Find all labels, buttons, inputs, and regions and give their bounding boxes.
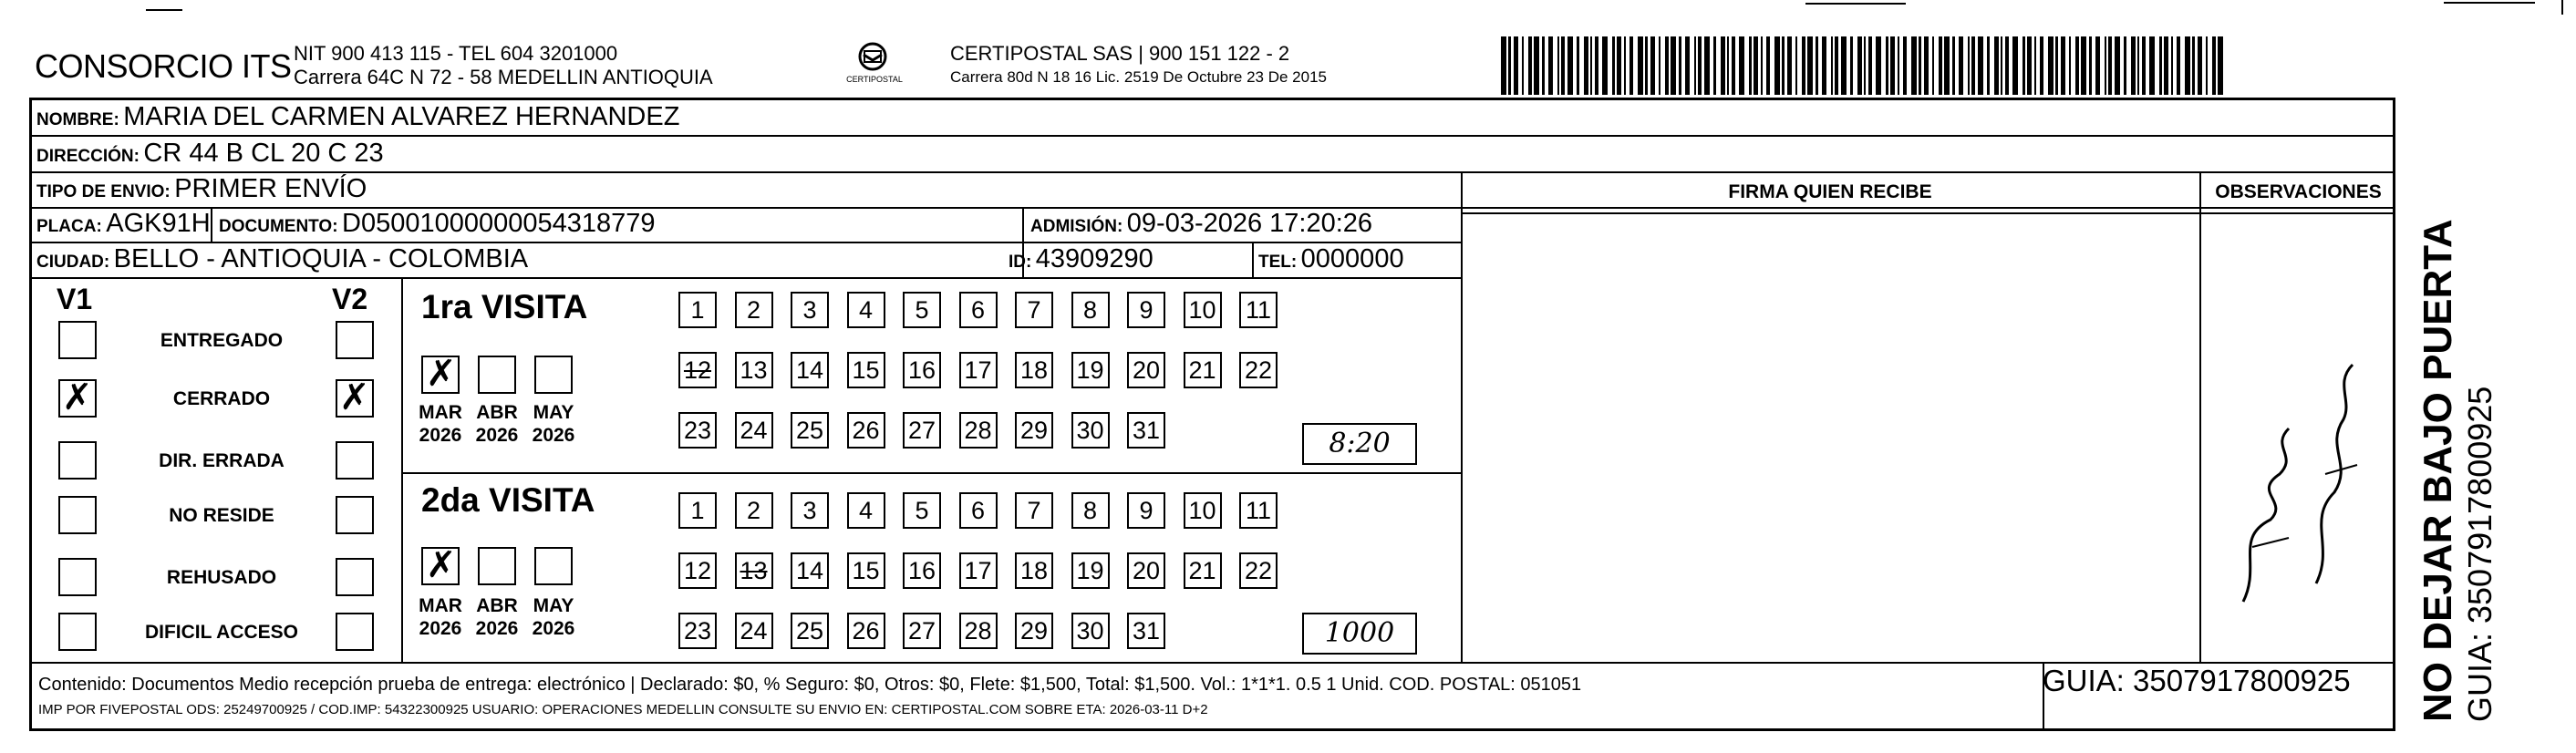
ciudad-label: CIUDAD:	[36, 253, 110, 272]
day-box[interactable]: 27	[903, 412, 941, 449]
day-box[interactable]: 7	[1015, 292, 1053, 328]
observaciones-header: OBSERVACIONES	[2215, 181, 2382, 202]
checkmark-icon: ✗	[62, 376, 93, 418]
barcode-bar	[1816, 36, 1818, 95]
placa-field	[36, 209, 211, 239]
second-visit-mar-checkbox[interactable]	[421, 544, 460, 586]
day-box[interactable]: 31	[1127, 412, 1165, 449]
barcode-bar	[2149, 36, 2155, 95]
barcode-bar	[1577, 36, 1579, 95]
barcode-bar	[1679, 36, 1681, 95]
barcode-bar	[1919, 36, 1921, 95]
day-box[interactable]: 16	[903, 552, 941, 589]
day-box[interactable]: 25	[791, 412, 829, 449]
barcode-bar	[1612, 36, 1615, 95]
day-box[interactable]: 2	[735, 292, 773, 328]
nombre-label: NOMBRE:	[36, 110, 119, 129]
direccion-label: DIRECCIÓN:	[36, 147, 140, 166]
top-edge-marks	[1805, 0, 2576, 15]
barcode-bar	[1557, 36, 1559, 95]
day-box[interactable]: 4	[847, 292, 885, 328]
second-visit-time: 1000	[1302, 613, 1417, 655]
day-box[interactable]: 19	[1071, 352, 1110, 388]
day-box[interactable]: 20	[1127, 552, 1165, 589]
day-box[interactable]: 6	[959, 292, 998, 328]
checkmark-icon: ✗	[426, 353, 457, 395]
id-field	[1009, 244, 1154, 274]
day-box[interactable]: 17	[959, 552, 998, 589]
nombre-value: MARIA DEL CARMEN ALVAREZ HERNANDEZ	[123, 102, 680, 131]
barcode-bar	[2218, 36, 2223, 95]
barcode-bar	[1782, 36, 1785, 95]
barcode-bar	[1584, 36, 1588, 95]
barcode-bar	[1514, 36, 1518, 95]
barcode-bar	[1924, 36, 1929, 95]
barcode-bar	[1522, 36, 1524, 95]
day-box[interactable]: 2	[735, 492, 773, 529]
checkmark-icon: ✗	[339, 376, 370, 418]
barcode-bar	[1501, 36, 1506, 95]
day-box[interactable]: 30	[1071, 412, 1110, 449]
documento-value: D05001000000054318779	[342, 209, 656, 238]
company-name: CONSORCIO ITS	[35, 47, 292, 85]
barcode-bar	[1890, 36, 1895, 95]
barcode-bar	[1508, 36, 1511, 95]
barcode-bar	[1850, 36, 1853, 95]
barcode-bar	[1534, 36, 1539, 95]
sidebar-guia: GUIA: 3507917800925	[2461, 386, 2498, 722]
barcode-bar	[1704, 36, 1710, 95]
barcode-bar	[2005, 36, 2009, 95]
day-box[interactable]: 16	[903, 352, 941, 388]
month-mar: MAR 2026	[419, 402, 462, 446]
v1-dir-errada-checkbox[interactable]	[58, 441, 97, 480]
first-visit-may-checkbox[interactable]	[534, 356, 573, 394]
barcode-bar	[1567, 36, 1573, 95]
day-box[interactable]: 10	[1184, 492, 1222, 529]
day-box[interactable]: 19	[1071, 552, 1110, 589]
barcode-bar	[2034, 36, 2036, 95]
col-divider	[1252, 242, 1254, 277]
barcode-bar	[1542, 36, 1545, 95]
day-box[interactable]: 9	[1127, 292, 1165, 328]
second-visit-abr-checkbox[interactable]	[478, 547, 516, 585]
barcode-bar	[2061, 36, 2065, 95]
first-visit-title: 1ra VISITA	[421, 288, 588, 325]
certipostal-info	[950, 42, 1327, 89]
documento-field	[219, 209, 656, 239]
barcode-bar	[1835, 36, 1838, 95]
day-box[interactable]: 21	[1184, 552, 1222, 589]
day-box[interactable]: 11	[1239, 292, 1278, 328]
barcode-bar	[2108, 36, 2112, 95]
day-box[interactable]: 25	[791, 613, 829, 649]
col-divider	[2199, 171, 2201, 662]
barcode-bar	[2055, 36, 2058, 95]
tel-value: 0000000	[1300, 244, 1404, 273]
day-box[interactable]: 13	[735, 352, 773, 388]
day-box[interactable]: 5	[903, 292, 941, 328]
barcode-bar	[2095, 36, 2100, 95]
barcode-bar	[1629, 36, 1633, 95]
barcode-bar	[2142, 36, 2146, 95]
barcode-bar	[1868, 36, 1872, 95]
day-box[interactable]: 7	[1015, 492, 1053, 529]
first-visit-mar-checkbox[interactable]	[421, 353, 460, 395]
barcode-bar	[1561, 36, 1565, 95]
day-box[interactable]: 24	[735, 613, 773, 649]
tipo-field	[36, 174, 367, 204]
first-visit-time: 8:20	[1302, 423, 1417, 465]
day-box[interactable]: 23	[678, 613, 717, 649]
direccion-value: CR 44 B CL 20 C 23	[143, 139, 384, 168]
status-entregado: ENTREGADO	[160, 330, 284, 351]
first-visit-abr-checkbox[interactable]	[478, 356, 516, 394]
company-address: Carrera 64C N 72 - 58 MEDELLIN ANTIOQUIA	[294, 66, 713, 88]
barcode-bar	[2040, 36, 2043, 95]
v2-header: V2	[332, 283, 368, 315]
barcode-bar	[1822, 36, 1826, 95]
row-divider	[29, 277, 1461, 279]
barcode-bar	[2171, 36, 2173, 95]
month-abr: ABR 2026	[475, 402, 519, 446]
barcode-bar	[1911, 36, 1917, 95]
month-abr: ABR 2026	[475, 595, 519, 639]
day-box[interactable]: 12	[678, 352, 717, 388]
barcode-bar	[1727, 36, 1729, 95]
barcode-bar	[1994, 36, 1999, 95]
nit-line: NIT 900 413 115 - TEL 604 3201000	[294, 42, 618, 65]
day-box[interactable]: 18	[1015, 352, 1053, 388]
day-box[interactable]: 14	[791, 352, 829, 388]
tel-field	[1258, 244, 1404, 274]
col-divider	[401, 277, 403, 662]
barcode-bar	[2131, 36, 2136, 95]
certipostal-line: CERTIPOSTAL SAS | 900 151 122 - 2	[950, 42, 1290, 65]
barcode-bar	[1903, 36, 1907, 95]
day-box[interactable]: 8	[1071, 492, 1110, 529]
barcode-bar	[1932, 36, 1934, 95]
day-box[interactable]: 6	[959, 492, 998, 529]
status-rehusado: REHUSADO	[166, 567, 277, 588]
tel-label: TEL:	[1258, 253, 1298, 272]
v1-dificil-acceso-checkbox[interactable]	[58, 613, 97, 651]
documento-label: DOCUMENTO:	[219, 217, 338, 236]
barcode-bar	[2212, 36, 2216, 95]
day-box[interactable]: 28	[959, 613, 998, 649]
day-box[interactable]: 18	[1015, 552, 1053, 589]
barcode-bar	[1624, 36, 1626, 95]
nombre-field	[36, 102, 679, 132]
col-divider	[1461, 171, 1463, 662]
barcode-bar	[1528, 36, 1532, 95]
barcode-bar	[1864, 36, 1866, 95]
barcode-bar	[2069, 36, 2071, 95]
footer-guia: GUIA: 3507917800925	[2043, 664, 2351, 697]
month-may: MAY 2026	[532, 402, 575, 446]
v1-cerrado-checkbox[interactable]	[58, 376, 97, 418]
barcode-bar	[1952, 36, 1955, 95]
day-box[interactable]: 29	[1015, 613, 1053, 649]
v1-rehusado-checkbox[interactable]	[58, 558, 97, 596]
id-value: 43909290	[1035, 244, 1154, 273]
barcode-bar	[1807, 36, 1813, 95]
barcode-bar	[1841, 36, 1847, 95]
v1-no-reside-checkbox[interactable]	[58, 496, 97, 534]
v1-entregado-checkbox[interactable]	[58, 321, 97, 359]
barcode-bar	[2023, 36, 2025, 95]
barcode-bar	[2089, 36, 2092, 95]
v2-entregado-checkbox[interactable]	[336, 321, 374, 359]
status-dificil-acceso: DIFICIL ACCESO	[144, 622, 298, 643]
barcode-bar	[2206, 36, 2208, 95]
day-box[interactable]: 21	[1184, 352, 1222, 388]
no-dejar-bajo-puerta: NO DEJAR BAJO PUERTA	[2416, 219, 2460, 722]
company-info	[294, 42, 713, 89]
certipostal-address: Carrera 80d N 18 16 Lic. 2519 De Octubre 23 De 2015	[950, 68, 1327, 86]
barcode-bar	[1713, 36, 1716, 95]
barcode-bar	[1939, 36, 1942, 95]
direccion-field	[36, 139, 384, 169]
admision-field	[1030, 209, 1372, 239]
logo-text: CERTIPOSTAL	[846, 75, 903, 84]
day-box[interactable]: 20	[1127, 352, 1165, 388]
barcode-bar	[1971, 36, 1975, 95]
barcode-bar	[2164, 36, 2168, 95]
barcode-bar	[1886, 36, 1888, 95]
barcode-bar	[2081, 36, 2086, 95]
barcode-bar	[2105, 36, 2106, 95]
barcode-bar	[1548, 36, 1553, 95]
admision-label: ADMISIÓN:	[1030, 217, 1123, 236]
barcode-bar	[1645, 36, 1648, 95]
day-box[interactable]: 31	[1127, 613, 1165, 649]
handwritten-observation-signature	[2216, 310, 2380, 638]
month-may: MAY 2026	[532, 595, 575, 639]
barcode-bar	[2159, 36, 2162, 95]
barcode-bar	[2001, 36, 2002, 95]
placa-value: AGK91H	[106, 209, 211, 238]
barcode-bar	[2027, 36, 2032, 95]
status-dir-errada: DIR. ERRADA	[159, 450, 284, 471]
row-divider	[29, 171, 2395, 173]
day-box[interactable]: 5	[903, 492, 941, 529]
day-box[interactable]: 3	[791, 292, 829, 328]
barcode-bar	[1766, 36, 1770, 95]
footer-divider	[29, 662, 2395, 664]
placa-label: PLACA:	[36, 217, 102, 236]
day-box[interactable]: 10	[1184, 292, 1222, 328]
visit-divider	[401, 472, 1461, 474]
barcode-bar	[1987, 36, 1990, 95]
day-box[interactable]: 14	[791, 552, 829, 589]
barcode-bar	[2185, 36, 2190, 95]
day-box[interactable]: 29	[1015, 412, 1053, 449]
v2-rehusado-checkbox[interactable]	[336, 558, 374, 596]
day-box[interactable]: 12	[678, 552, 717, 589]
barcode-bar	[1665, 36, 1669, 95]
barcode-bar	[2048, 36, 2054, 95]
barcode-bar	[2192, 36, 2195, 95]
day-box[interactable]: 15	[847, 352, 885, 388]
barcode-bar	[1968, 36, 1970, 95]
barcode-bar	[1638, 36, 1643, 95]
footer-content: Contenido: Documentos Medio recepción prueba de entrega: electrónico | Declarado: $0, % Seguro: $0, Otros: $0, Flete: $1,500, Total: $1,500. Vol.: 1*1*1. 0.5 1 Unid. COD. POSTAL: 051051	[38, 675, 1582, 695]
barcode-bar	[1694, 36, 1696, 95]
barcode	[1501, 36, 2226, 95]
day-box[interactable]: 22	[1239, 552, 1278, 589]
barcode-bar	[1978, 36, 1983, 95]
barcode-bar	[1898, 36, 1899, 95]
day-box[interactable]: 24	[735, 412, 773, 449]
second-visit-may-checkbox[interactable]	[534, 547, 573, 585]
v2-no-reside-checkbox[interactable]	[336, 496, 374, 534]
barcode-bar	[1754, 36, 1758, 95]
barcode-bar	[1761, 36, 1763, 95]
barcode-bar	[1774, 36, 1780, 95]
barcode-bar	[2012, 36, 2018, 95]
day-box[interactable]: 13	[735, 552, 773, 589]
barcode-bar	[1944, 36, 1950, 95]
barcode-bar	[1732, 36, 1735, 95]
status-cerrado: CERRADO	[172, 388, 271, 409]
day-box[interactable]: 8	[1071, 292, 1110, 328]
barcode-bar	[1739, 36, 1744, 95]
tipo-label: TIPO DE ENVIO:	[36, 182, 171, 201]
barcode-bar	[1602, 36, 1608, 95]
day-box[interactable]: 1	[678, 492, 717, 529]
barcode-bar	[1802, 36, 1805, 95]
status-no-reside: NO RESIDE	[169, 505, 274, 526]
barcode-bar	[1650, 36, 1655, 95]
day-box[interactable]: 28	[959, 412, 998, 449]
barcode-bar	[1685, 36, 1690, 95]
day-box[interactable]: 26	[847, 412, 885, 449]
barcode-bar	[2137, 36, 2139, 95]
second-visit-title: 2da VISITA	[421, 481, 595, 519]
v2-dificil-acceso-checkbox[interactable]	[336, 613, 374, 651]
row-divider	[29, 242, 1461, 243]
barcode-bar	[1617, 36, 1621, 95]
month-mar: MAR 2026	[419, 595, 462, 639]
col-divider	[211, 207, 212, 242]
day-box[interactable]: 17	[959, 352, 998, 388]
barcode-bar	[1749, 36, 1752, 95]
admision-value: 09-03-2026 17:20:26	[1126, 209, 1373, 238]
day-box[interactable]: 1	[678, 292, 717, 328]
barcode-bar	[1795, 36, 1797, 95]
v1-header: V1	[57, 283, 93, 315]
barcode-bar	[1721, 36, 1725, 95]
ciudad-value: BELLO - ANTIOQUIA - COLOMBIA	[113, 244, 529, 273]
row-divider	[29, 135, 2395, 137]
barcode-bar	[1787, 36, 1792, 95]
ciudad-field	[36, 244, 528, 274]
barcode-bar	[1590, 36, 1592, 95]
checkmark-icon: ✗	[426, 544, 457, 586]
barcode-bar	[1876, 36, 1881, 95]
day-box[interactable]: 9	[1127, 492, 1165, 529]
barcode-bar	[1698, 36, 1702, 95]
barcode-bar	[2115, 36, 2120, 95]
day-box[interactable]: 4	[847, 492, 885, 529]
tipo-value: PRIMER ENVÍO	[174, 174, 367, 203]
day-box[interactable]: 27	[903, 613, 941, 649]
day-box[interactable]: 30	[1071, 613, 1110, 649]
day-box[interactable]: 3	[791, 492, 829, 529]
barcode-bar	[2198, 36, 2202, 95]
sidebar-notice	[2416, 219, 2499, 722]
day-box[interactable]: 23	[678, 412, 717, 449]
barcode-bar	[1659, 36, 1660, 95]
barcode-bar	[1595, 36, 1598, 95]
barcode-bar	[1959, 36, 1963, 95]
v2-dir-errada-checkbox[interactable]	[336, 441, 374, 480]
footer-imp: IMP POR FIVEPOSTAL ODS: 25249700925 / COD.IMP: 54322300925 USUARIO: OPERACIONES MEDELLIN CONSULTE SU ENVIO EN: CERTIPOSTAL.COM SOBRE ETA: 2026-03-11 D+2	[38, 702, 1208, 717]
day-box[interactable]: 26	[847, 613, 885, 649]
day-box[interactable]: 15	[847, 552, 885, 589]
row-divider	[1461, 212, 2395, 214]
day-box[interactable]: 11	[1239, 492, 1278, 529]
barcode-bar	[1831, 36, 1833, 95]
day-box[interactable]: 22	[1239, 352, 1278, 388]
id-label: ID:	[1009, 253, 1032, 272]
v2-cerrado-checkbox[interactable]	[336, 376, 374, 418]
barcode-bar	[1671, 36, 1676, 95]
barcode-bar	[2075, 36, 2079, 95]
top-left-mark	[146, 7, 201, 13]
barcode-bar	[2124, 36, 2126, 95]
barcode-bar	[1857, 36, 1862, 95]
barcode-bar	[2177, 36, 2180, 95]
firma-header: FIRMA QUIEN RECIBE	[1728, 181, 1932, 202]
